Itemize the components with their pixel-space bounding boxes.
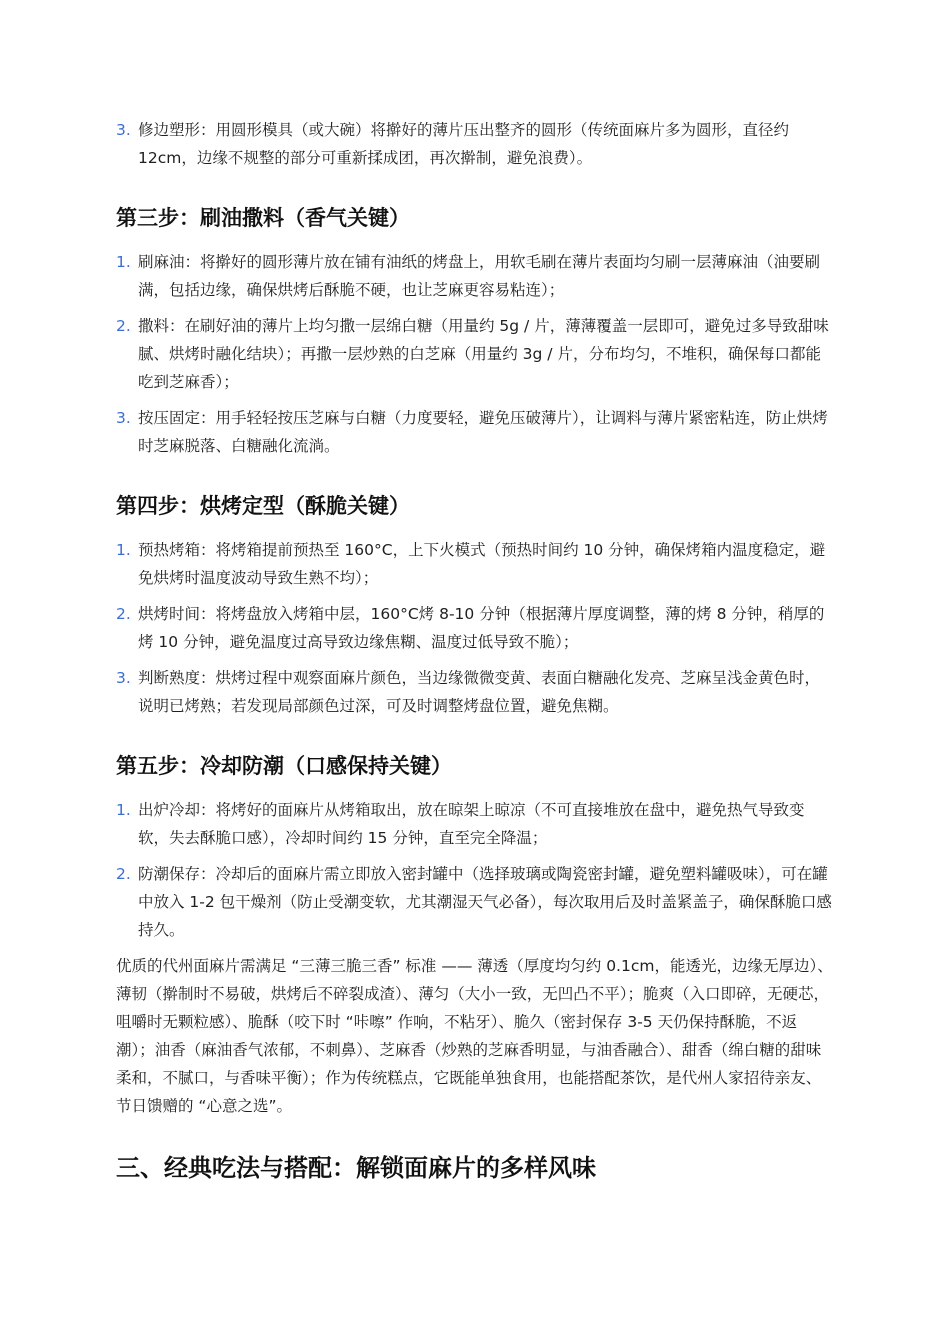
list-text: 撒料：在刷好油的薄片上均匀撒一层绵白糖（用量约 5g / 片，薄薄覆盖一层即可，避免过多导致甜味腻、烘烤时融化结块）；再撒一层炒熟的白芝麻（用量约 3g / 片，分布均匀，不堆积，确保每口都能吃到芝麻香）； <box>138 317 829 391</box>
list-number: 3. <box>116 669 131 687</box>
list-text: 按压固定：用手轻轻按压芝麻与白糖（力度要轻，避免压破薄片），让调料与薄片紧密粘连，防止烘烤时芝麻脱落、白糖融化流淌。 <box>138 409 828 455</box>
list-number: 3. <box>116 409 131 427</box>
list-number: 1. <box>116 801 131 819</box>
list-number: 3. <box>116 121 131 139</box>
list-item <box>116 404 834 460</box>
list-number: 1. <box>116 541 131 559</box>
list-number: 2. <box>116 605 131 623</box>
step4-list <box>116 536 834 720</box>
summary-paragraph: 优质的代州面麻片需满足 “三薄三脆三香” 标准 —— 薄透（厚度均匀约 0.1cm，能透光，边缘无厚边）、薄韧（擀制时不易破，烘烤后不碎裂成渣）、薄匀（大小一致，无凹凸不平）；脆爽（入口即碎，无硬芯，咀嚼时无颗粒感）、脆酥（咬下时 “咔嚓” 作响，不粘牙）、脆久（密封保存 3-5 天仍保持酥脆，不返潮）；油香（麻油香气浓郁，不刺鼻）、芝麻香（炒熟的芝麻香明显，与油香融合）、甜香（绵白糖的甜味柔和，不腻口，与香味平衡）；作为传统糕点，它既能单独食用，也能搭配茶饮，是代州人家招待亲友、节日馈赠的 “心意之选”。 <box>116 957 833 1115</box>
step5-list <box>116 796 834 944</box>
list-text: 烘烤时间：将烤盘放入烤箱中层，160°C烤 8-10 分钟（根据薄片厚度调整，薄的烤 8 分钟，稍厚的烤 10 分钟，避免温度过高导致边缘焦糊、温度过低导致不脆）； <box>138 605 825 651</box>
list-item <box>116 116 834 172</box>
list-text: 出炉冷却：将烤好的面麻片从烤箱取出，放在晾架上晾凉（不可直接堆放在盘中，避免热气导致变软，失去酥脆口感），冷却时间约 15 分钟，直至完全降温； <box>138 801 805 847</box>
list-text: 防潮保存：冷却后的面麻片需立即放入密封罐中（选择玻璃或陶瓷密封罐，避免塑料罐吸味），可在罐中放入 1-2 包干燥剂（防止受潮变软，尤其潮湿天气必备），每次取用后及时盖紧盖子，确保酥脆口感持久。 <box>138 865 832 939</box>
step4-heading: 第四步：烘烤定型（酥脆关键） <box>116 494 410 518</box>
list-number: 2. <box>116 317 131 335</box>
list-item <box>116 312 834 396</box>
list-item <box>116 796 834 852</box>
list-item <box>116 536 834 592</box>
list-item <box>116 248 834 304</box>
list-number: 2. <box>116 865 131 883</box>
list-item <box>116 860 834 944</box>
list-item <box>116 664 834 720</box>
list-item <box>116 600 834 656</box>
step3-list <box>116 248 834 460</box>
list-number: 1. <box>116 253 131 271</box>
list-text: 刷麻油：将擀好的圆形薄片放在铺有油纸的烤盘上，用软毛刷在薄片表面均匀刷一层薄麻油（油要刷满，包括边缘，确保烘烤后酥脆不硬，也让芝麻更容易粘连）； <box>138 253 821 299</box>
list-text: 修边塑形：用圆形模具（或大碗）将擀好的薄片压出整齐的圆形（传统面麻片多为圆形，直径约 12cm，边缘不规整的部分可重新揉成团，再次擀制，避免浪费）。 <box>138 121 790 167</box>
step2-list <box>116 116 834 172</box>
step5-heading: 第五步：冷却防潮（口感保持关键） <box>116 754 452 778</box>
step3-heading: 第三步：刷油撒料（香气关键） <box>116 206 410 230</box>
list-text: 判断熟度：烘烤过程中观察面麻片颜色，当边缘微微变黄、表面白糖融化发亮、芝麻呈浅金黄色时，说明已烤熟；若发现局部颜色过深，可及时调整烤盘位置，避免焦糊。 <box>138 669 821 715</box>
section3-heading: 三、经典吃法与搭配：解锁面麻片的多样风味 <box>116 1154 596 1182</box>
list-text: 预热烤箱：将烤箱提前预热至 160°C，上下火模式（预热时间约 10 分钟，确保烤箱内温度稳定，避免烘烤时温度波动导致生熟不均）； <box>138 541 826 587</box>
